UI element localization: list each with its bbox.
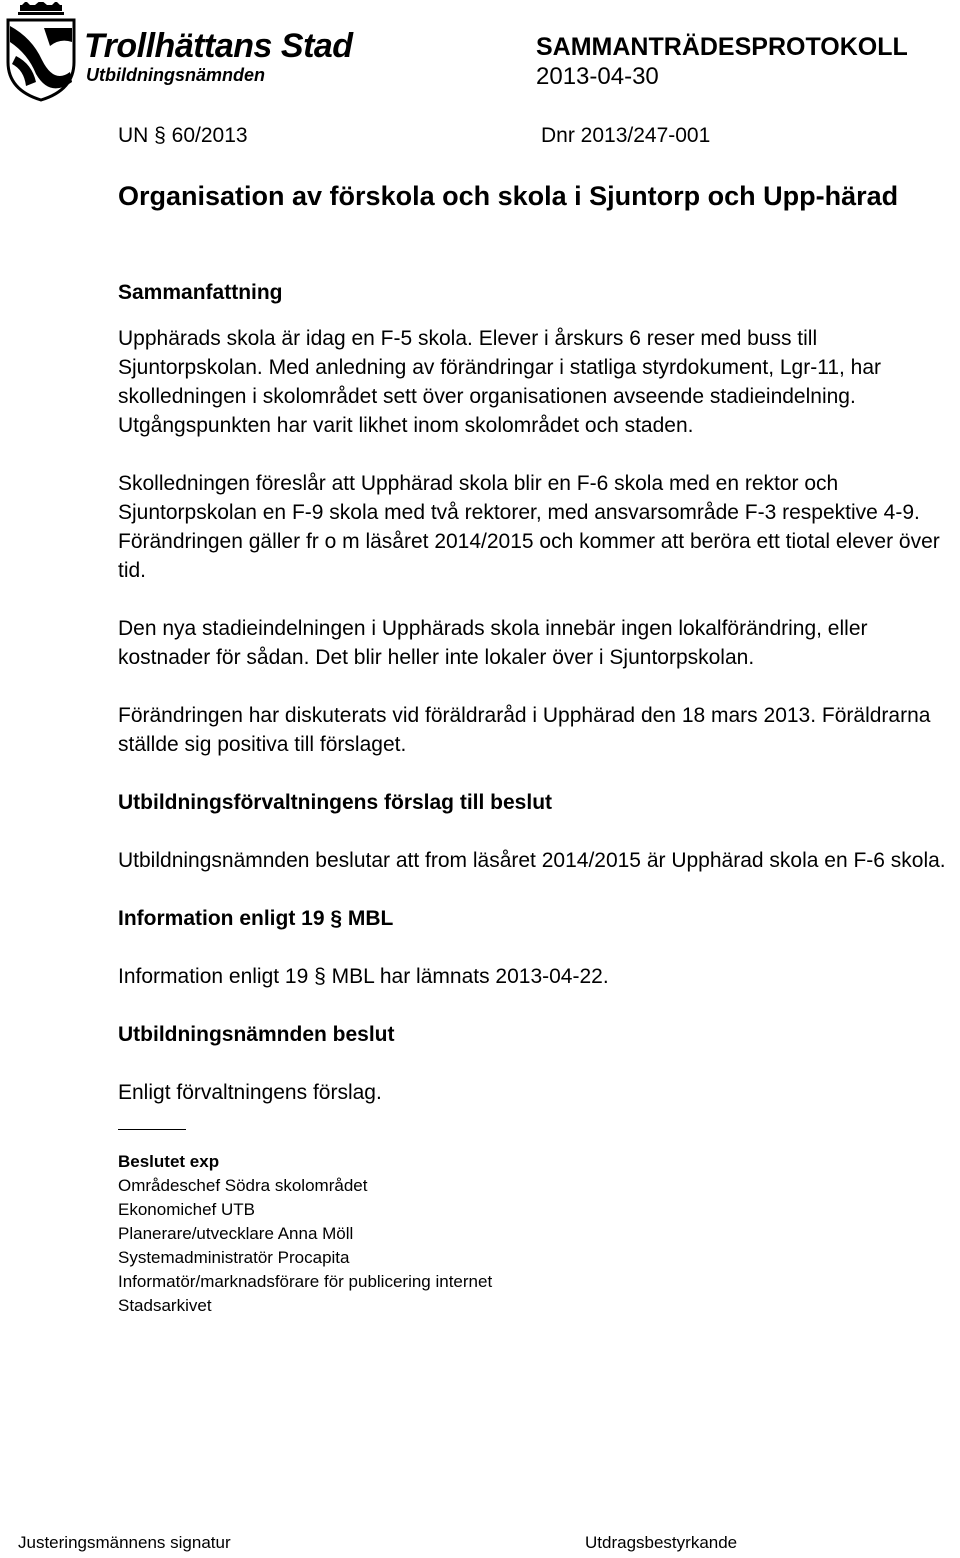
list-item: Systemadministratör Procapita xyxy=(118,1248,350,1267)
organization-name: Trollhättans Stad xyxy=(84,27,353,65)
list-item: Planerare/utvecklare Anna Möll xyxy=(118,1224,354,1243)
city-crest-logo xyxy=(2,2,80,102)
extract-certification-label: Utdragsbestyrkande xyxy=(585,1533,738,1552)
document-date: 2013-04-30 xyxy=(536,63,659,90)
adjusters-signature-label: Justeringsmännens signatur xyxy=(18,1533,231,1552)
summary-heading: Sammanfattning xyxy=(118,281,283,304)
list-item: Ekonomichef UTB xyxy=(118,1200,255,1219)
summary-paragraph-3: Den nya stadieindelningen i Upphärads skola innebär ingen lokalförändring, eller kostnader för sådan. Det blir heller inte lokaler över i Sjuntorpskolan. xyxy=(118,617,868,669)
mbl-heading: Information enligt 19 § MBL xyxy=(118,907,394,930)
paragraph-number: UN § 60/2013 xyxy=(118,124,248,147)
distribution-list xyxy=(118,1150,958,1318)
document-type: SAMMANTRÄDESPROTOKOLL xyxy=(536,33,908,61)
proposal-text: Utbildningsnämnden beslutar att from läsåret 2014/2015 är Upphärad skola en F-6 skola. xyxy=(118,849,946,872)
distribution-heading: Beslutet exp xyxy=(118,1152,220,1171)
decision-text: Enligt förvaltningens förslag. xyxy=(118,1081,382,1104)
mbl-text: Information enligt 19 § MBL har lämnats 2013-04-22. xyxy=(118,965,609,988)
summary-paragraph-4: Förändringen har diskuterats vid föräldraråd i Upphärad den 18 mars 2013. Föräldrarna ställde sig positiva till förslaget. xyxy=(118,704,931,756)
divider xyxy=(118,1129,186,1130)
page-title: Organisation av förskola och skola i Sjuntorp och Upp-härad xyxy=(118,181,899,211)
summary-paragraph-2: Skolledningen föreslår att Upphärad skola blir en F-6 skola med en rektor och Sjuntorpskolan en F-9 skola med två rektorer, med ansvarsområde F-3 respektive 4-9. Förändringen gäller fr o m läsåret 2014/2015 och kommer att beröra ett tiotal elever över tid. xyxy=(118,472,940,582)
organization-subname: Utbildningsnämnden xyxy=(86,65,265,85)
list-item: Stadsarkivet xyxy=(118,1296,212,1315)
list-item: Informatör/marknadsförare för publicering internet xyxy=(118,1272,493,1291)
decision-heading: Utbildningsnämnden beslut xyxy=(118,1023,395,1046)
summary-paragraph-1: Upphärads skola är idag en F-5 skola. Elever i årskurs 6 reser med buss till Sjuntorpskolan. Med anledning av förändringar i statliga styrdokument, Lgr-11, har skolledningen i skolområdet sett över organisationen avseende stadieindelning. Utgångspunkten har varit likhet inom skolområdet och staden. xyxy=(118,327,882,437)
diary-number: Dnr 2013/247-001 xyxy=(541,124,711,147)
document-body xyxy=(118,278,958,1318)
proposal-heading: Utbildningsförvaltningens förslag till beslut xyxy=(118,791,553,814)
list-item: Områdeschef Södra skolområdet xyxy=(118,1176,368,1195)
